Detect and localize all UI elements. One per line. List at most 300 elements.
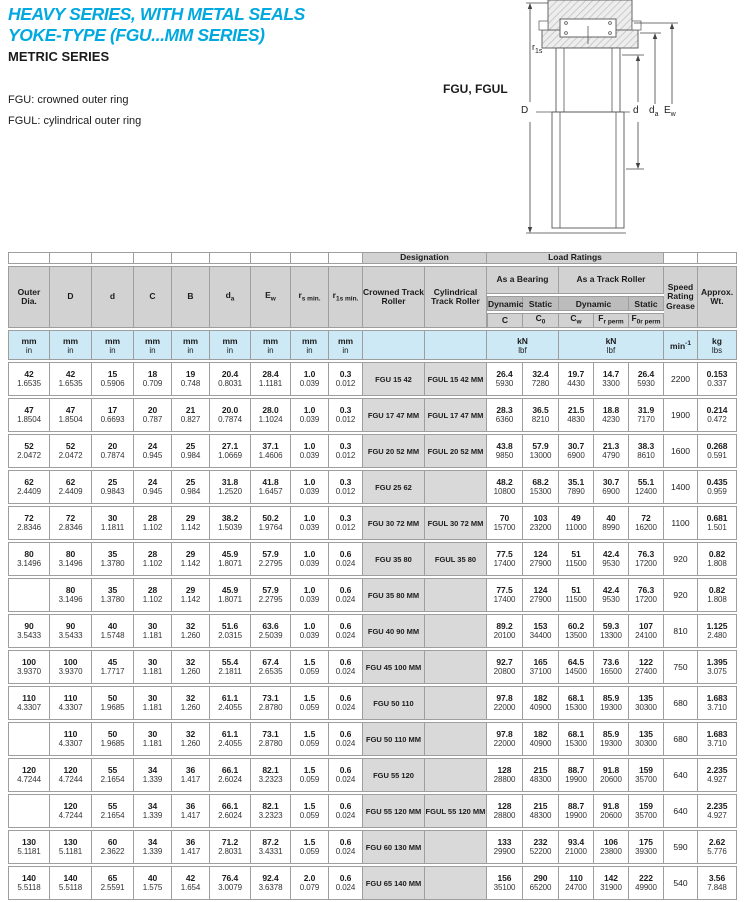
cell-designation-crowned: FGU 55 120: [363, 758, 425, 792]
cell-C: 24 0.945: [134, 470, 172, 504]
series-notes: [8, 90, 141, 132]
cell-load-Fr-perm: 42.4 9530: [594, 542, 629, 576]
col-header-crowned: Crowned Track Roller: [363, 266, 425, 328]
header-as-bearing: As a Bearing: [487, 266, 559, 294]
cell-rs-min: 1.5 0.059: [291, 686, 329, 720]
table-row: [8, 362, 737, 396]
header-load-ratings: Load Ratings: [487, 252, 664, 264]
cell-approx-wt: 2.235 4.927: [698, 758, 737, 792]
cell-load-static-C0: 36.5 8210: [523, 398, 559, 432]
cell-speed-rating: 750: [664, 650, 698, 684]
cell-d: 15 0.5906: [92, 362, 134, 396]
cell-Ew: 82.1 3.2323: [251, 794, 291, 828]
cell-C: 34 1.339: [134, 758, 172, 792]
cell-outer-dia: 100 3.9370: [8, 650, 50, 684]
table-body: [8, 362, 737, 900]
col-header-C-dyn: C: [487, 313, 523, 328]
cell-speed-rating: 680: [664, 686, 698, 720]
header-designation: Designation: [363, 252, 487, 264]
header-as-track-roller: As a Track Roller: [559, 266, 664, 294]
cell-load-dynamic-C: 156 35100: [487, 866, 523, 900]
cell-rs-min: 1.5 0.059: [291, 830, 329, 864]
cell-rs-min: 1.5 0.059: [291, 722, 329, 756]
cell-load-dynamic-C: 70 15700: [487, 506, 523, 540]
cell-rs-min: 1.5 0.059: [291, 794, 329, 828]
cell-Ew: 73.1 2.8780: [251, 686, 291, 720]
cell-load-static-C0: 232 52200: [523, 830, 559, 864]
cell-load-Fr-perm: 21.3 4790: [594, 434, 629, 468]
cell-d: 60 2.3622: [92, 830, 134, 864]
cell-designation-cylindrical: FGUL 20 52 MM: [425, 434, 487, 468]
cell-designation-cylindrical: FGUL 35 80: [425, 542, 487, 576]
header-spacer: [329, 252, 363, 264]
cell-da: 61.1 2.4055: [210, 686, 251, 720]
table-row: [8, 758, 737, 792]
cell-load-dynamic-Cw: 110 24700: [559, 866, 594, 900]
cell-load-dynamic-C: 26.4 5930: [487, 362, 523, 396]
cell-da: 45.9 1.8071: [210, 542, 251, 576]
cell-designation-crowned: FGU 50 110: [363, 686, 425, 720]
col-header-Fr-perm: $F_{r perm}$: [594, 313, 629, 328]
cell-speed-rating: 1600: [664, 434, 698, 468]
cell-da: 31.8 1.2520: [210, 470, 251, 504]
col-header-approx-wt: Approx. Wt.: [698, 266, 737, 328]
cell-Ew: 50.2 1.9764: [251, 506, 291, 540]
cell-designation-crowned: FGU 30 72 MM: [363, 506, 425, 540]
diagram-label-D: D: [521, 105, 529, 116]
page-title-line2: YOKE-TYPE (FGU...MM SERIES): [8, 25, 265, 45]
cell-Ew: 37.1 1.4606: [251, 434, 291, 468]
cell-load-F0r-perm: 31.9 7170: [629, 398, 664, 432]
cell-da: 66.1 2.6024: [210, 758, 251, 792]
cell-d: 35 1.3780: [92, 578, 134, 612]
cell-r1s-min: 0.6 0.024: [329, 614, 363, 648]
cell-speed-rating: 920: [664, 542, 698, 576]
cell-load-F0r-perm: 26.4 5930: [629, 362, 664, 396]
cell-D: 52 2.0472: [50, 434, 92, 468]
cell-r1s-min: 0.3 0.012: [329, 506, 363, 540]
cell-d: 65 2.5591: [92, 866, 134, 900]
cell-outer-dia: 80 3.1496: [8, 542, 50, 576]
cell-r1s-min: 0.6 0.024: [329, 578, 363, 612]
cell-designation-crowned: FGU 40 90 MM: [363, 614, 425, 648]
cell-load-dynamic-C: 28.3 6360: [487, 398, 523, 432]
header-static-bearing: Static: [523, 296, 559, 311]
cell-load-dynamic-C: 128 28800: [487, 794, 523, 828]
cell-load-dynamic-C: 43.8 9850: [487, 434, 523, 468]
cell-load-F0r-perm: 175 39300: [629, 830, 664, 864]
cell-speed-rating: 1900: [664, 398, 698, 432]
cell-approx-wt: 0.268 0.591: [698, 434, 737, 468]
cell-Ew: 28.4 1.1181: [251, 362, 291, 396]
cell-Ew: 57.9 2.2795: [251, 578, 291, 612]
cell-load-Fr-perm: 73.6 16500: [594, 650, 629, 684]
cell-load-static-C0: 215 48300: [523, 794, 559, 828]
bearing-spec-table: [8, 250, 737, 902]
table-row: [8, 614, 737, 648]
cell-load-F0r-perm: 122 27400: [629, 650, 664, 684]
cell-approx-wt: 1.395 3.075: [698, 650, 737, 684]
cell-load-dynamic-C: 48.2 10800: [487, 470, 523, 504]
cell-load-static-C0: 182 40900: [523, 722, 559, 756]
col-header-C: C: [134, 266, 172, 328]
diagram-label-r1s: $r_{1s}$: [532, 42, 543, 55]
units-Ew: mm in: [251, 330, 291, 360]
cell-approx-wt: 0.153 0.337: [698, 362, 737, 396]
cell-designation-cylindrical: [425, 830, 487, 864]
cell-C: 30 1.181: [134, 686, 172, 720]
cell-load-Fr-perm: 106 23800: [594, 830, 629, 864]
cell-load-F0r-perm: 76.3 17200: [629, 578, 664, 612]
cell-load-Fr-perm: 59.3 13300: [594, 614, 629, 648]
col-header-r1s-min: $r_{1s min.}$: [329, 266, 363, 328]
cell-outer-dia: [8, 578, 50, 612]
col-header-rs-min: $r_{s min.}$: [291, 266, 329, 328]
cell-load-Fr-perm: 91.8 20600: [594, 794, 629, 828]
cell-d: 55 2.1654: [92, 758, 134, 792]
cell-da: 51.6 2.0315: [210, 614, 251, 648]
cell-load-Fr-perm: 14.7 3300: [594, 362, 629, 396]
units-rs: mm in: [291, 330, 329, 360]
table-row: [8, 434, 737, 468]
cell-C: 40 1.575: [134, 866, 172, 900]
cell-designation-crowned: FGU 60 130 MM: [363, 830, 425, 864]
cell-d: 40 1.5748: [92, 614, 134, 648]
cell-outer-dia: 47 1.8504: [8, 398, 50, 432]
cell-rs-min: 1.0 0.039: [291, 434, 329, 468]
cell-load-dynamic-Cw: 19.7 4430: [559, 362, 594, 396]
cell-designation-crowned: FGU 17 47 MM: [363, 398, 425, 432]
header-spacer: [698, 252, 737, 264]
cell-D: 47 1.8504: [50, 398, 92, 432]
cell-load-dynamic-Cw: 88.7 19900: [559, 758, 594, 792]
header-dynamic-track: Dynamic: [559, 296, 629, 311]
cell-load-F0r-perm: 72 16200: [629, 506, 664, 540]
cell-C: 18 0.709: [134, 362, 172, 396]
cell-d: 55 2.1654: [92, 794, 134, 828]
cell-rs-min: 1.0 0.039: [291, 506, 329, 540]
cell-speed-rating: 680: [664, 722, 698, 756]
units-weight: kg lbs: [698, 330, 737, 360]
cell-C: 34 1.339: [134, 830, 172, 864]
units-da: mm in: [210, 330, 251, 360]
cell-outer-dia: 130 5.1181: [8, 830, 50, 864]
cell-outer-dia: 72 2.8346: [8, 506, 50, 540]
table-row: [8, 506, 737, 540]
units-d: mm in: [92, 330, 134, 360]
cell-approx-wt: 1.683 3.710: [698, 722, 737, 756]
cell-load-Fr-perm: 142 31900: [594, 866, 629, 900]
cell-designation-crowned: FGU 25 62: [363, 470, 425, 504]
table-row: [8, 722, 737, 756]
header-static-track: Static: [629, 296, 664, 311]
col-header-C0: $C_0$: [523, 313, 559, 328]
cell-B: 29 1.142: [172, 506, 210, 540]
cell-Ew: 73.1 2.8780: [251, 722, 291, 756]
cell-load-Fr-perm: 18.8 4230: [594, 398, 629, 432]
cell-da: 76.4 3.0079: [210, 866, 251, 900]
cell-C: 30 1.181: [134, 614, 172, 648]
cell-outer-dia: 110 4.3307: [8, 686, 50, 720]
cell-B: 32 1.260: [172, 722, 210, 756]
cell-da: 61.1 2.4055: [210, 722, 251, 756]
header-spacer: [210, 252, 251, 264]
cell-designation-cylindrical: [425, 866, 487, 900]
cell-load-dynamic-C: 77.5 17400: [487, 578, 523, 612]
cell-approx-wt: 0.214 0.472: [698, 398, 737, 432]
note-fgu: FGU: crowned outer ring: [8, 94, 129, 106]
units-C: mm in: [134, 330, 172, 360]
cell-designation-crowned: FGU 35 80: [363, 542, 425, 576]
cell-r1s-min: 0.6 0.024: [329, 650, 363, 684]
cell-Ew: 67.4 2.6535: [251, 650, 291, 684]
cell-load-F0r-perm: 135 30300: [629, 686, 664, 720]
cell-designation-crowned: FGU 55 120 MM: [363, 794, 425, 828]
table-row: [8, 542, 737, 576]
cell-load-dynamic-Cw: 30.7 6900: [559, 434, 594, 468]
cell-designation-crowned: FGU 15 42: [363, 362, 425, 396]
cell-designation-cylindrical: [425, 614, 487, 648]
cell-speed-rating: 1100: [664, 506, 698, 540]
cell-load-Fr-perm: 91.8 20600: [594, 758, 629, 792]
cell-Ew: 57.9 2.2795: [251, 542, 291, 576]
cell-load-F0r-perm: 107 24100: [629, 614, 664, 648]
cell-load-dynamic-Cw: 88.7 19900: [559, 794, 594, 828]
header-spacer: [8, 252, 50, 264]
cell-C: 30 1.181: [134, 722, 172, 756]
cell-outer-dia: [8, 794, 50, 828]
cell-load-dynamic-Cw: 21.5 4830: [559, 398, 594, 432]
cell-Ew: 82.1 3.2323: [251, 758, 291, 792]
units-D: mm in: [50, 330, 92, 360]
cell-outer-dia: 62 2.4409: [8, 470, 50, 504]
cell-B: 36 1.417: [172, 830, 210, 864]
table-row: [8, 650, 737, 684]
cell-outer-dia: 52 2.0472: [8, 434, 50, 468]
col-header-cylindrical: Cylindrical Track Roller: [425, 266, 487, 328]
page-title-line1: HEAVY SERIES, WITH METAL SEALS: [8, 4, 305, 24]
cell-D: 42 1.6535: [50, 362, 92, 396]
cell-designation-cylindrical: FGUL 55 120 MM: [425, 794, 487, 828]
col-header-outer-dia: Outer Dia.: [8, 266, 50, 328]
bearing-cross-section-diagram: [430, 0, 745, 238]
cell-C: 24 0.945: [134, 434, 172, 468]
cell-load-dynamic-Cw: 68.1 15300: [559, 686, 594, 720]
cell-r1s-min: 0.6 0.024: [329, 866, 363, 900]
table-row: [8, 866, 737, 900]
cell-d: 20 0.7874: [92, 434, 134, 468]
cell-B: 25 0.984: [172, 434, 210, 468]
cell-load-F0r-perm: 135 30300: [629, 722, 664, 756]
cell-D: 110 4.3307: [50, 722, 92, 756]
cell-da: 20.4 0.8031: [210, 362, 251, 396]
cell-approx-wt: 0.82 1.808: [698, 578, 737, 612]
cell-Ew: 87.2 3.4331: [251, 830, 291, 864]
cell-load-F0r-perm: 76.3 17200: [629, 542, 664, 576]
header-spacer: [291, 252, 329, 264]
cell-load-dynamic-C: 92.7 20800: [487, 650, 523, 684]
cell-d: 50 1.9685: [92, 686, 134, 720]
cell-approx-wt: 3.56 7.848: [698, 866, 737, 900]
cell-d: 45 1.7717: [92, 650, 134, 684]
cell-approx-wt: 1.683 3.710: [698, 686, 737, 720]
cell-load-static-C0: 57.9 13000: [523, 434, 559, 468]
cell-designation-crowned: FGU 35 80 MM: [363, 578, 425, 612]
cell-d: 50 1.9685: [92, 722, 134, 756]
cell-D: 130 5.1181: [50, 830, 92, 864]
cell-load-dynamic-Cw: 93.4 21000: [559, 830, 594, 864]
cell-load-static-C0: 32.4 7280: [523, 362, 559, 396]
cell-B: 29 1.142: [172, 542, 210, 576]
cell-r1s-min: 0.6 0.024: [329, 722, 363, 756]
header-spacer: [134, 252, 172, 264]
cell-B: 42 1.654: [172, 866, 210, 900]
cell-load-dynamic-C: 128 28800: [487, 758, 523, 792]
cell-d: 17 0.6693: [92, 398, 134, 432]
cell-load-dynamic-Cw: 35.1 7890: [559, 470, 594, 504]
cell-designation-crowned: FGU 20 52 MM: [363, 434, 425, 468]
cell-d: 35 1.3780: [92, 542, 134, 576]
cell-C: 20 0.787: [134, 398, 172, 432]
cell-load-static-C0: 165 37100: [523, 650, 559, 684]
cell-load-static-C0: 182 40900: [523, 686, 559, 720]
cell-speed-rating: 640: [664, 794, 698, 828]
cell-Ew: 41.8 1.6457: [251, 470, 291, 504]
cell-speed-rating: 920: [664, 578, 698, 612]
cell-r1s-min: 0.6 0.024: [329, 794, 363, 828]
cell-da: 55.4 2.1811: [210, 650, 251, 684]
cell-D: 80 3.1496: [50, 578, 92, 612]
cell-load-static-C0: 124 27900: [523, 578, 559, 612]
cell-load-static-C0: 124 27900: [523, 542, 559, 576]
cell-speed-rating: 2200: [664, 362, 698, 396]
header-spacer: [92, 252, 134, 264]
cell-Ew: 92.4 3.6378: [251, 866, 291, 900]
cell-B: 36 1.417: [172, 794, 210, 828]
col-header-D: D: [50, 266, 92, 328]
cell-load-Fr-perm: 85.9 19300: [594, 722, 629, 756]
cell-Ew: 63.6 2.5039: [251, 614, 291, 648]
cell-B: 21 0.827: [172, 398, 210, 432]
units-B: mm in: [172, 330, 210, 360]
header-spacer: [664, 252, 698, 264]
units-crowned-blank: [363, 330, 425, 360]
cell-designation-cylindrical: [425, 470, 487, 504]
cell-designation-crowned: FGU 50 110 MM: [363, 722, 425, 756]
cell-rs-min: 1.0 0.039: [291, 470, 329, 504]
cell-speed-rating: 810: [664, 614, 698, 648]
cell-approx-wt: 0.82 1.808: [698, 542, 737, 576]
cell-da: 66.1 2.6024: [210, 794, 251, 828]
cell-r1s-min: 0.6 0.024: [329, 686, 363, 720]
cell-load-F0r-perm: 159 35700: [629, 758, 664, 792]
cell-approx-wt: 1.125 2.480: [698, 614, 737, 648]
cell-outer-dia: 120 4.7244: [8, 758, 50, 792]
cell-load-dynamic-C: 89.2 20100: [487, 614, 523, 648]
cell-r1s-min: 0.3 0.012: [329, 362, 363, 396]
cell-D: 120 4.7244: [50, 794, 92, 828]
cell-load-Fr-perm: 85.9 19300: [594, 686, 629, 720]
units-speed: $\min^{-1}$: [664, 330, 698, 360]
header-dynamic-bearing: Dynamic: [487, 296, 523, 311]
cell-speed-rating: 1400: [664, 470, 698, 504]
cell-d: 30 1.1811: [92, 506, 134, 540]
cell-approx-wt: 0.435 0.959: [698, 470, 737, 504]
cell-rs-min: 1.0 0.039: [291, 398, 329, 432]
col-header-Ew: $E_w$: [251, 266, 291, 328]
col-header-d: d: [92, 266, 134, 328]
table-row: [8, 830, 737, 864]
cell-D: 120 4.7244: [50, 758, 92, 792]
table-row: [8, 398, 737, 432]
cell-load-static-C0: 290 65200: [523, 866, 559, 900]
cell-B: 19 0.748: [172, 362, 210, 396]
cell-r1s-min: 0.6 0.024: [329, 830, 363, 864]
cell-designation-cylindrical: [425, 722, 487, 756]
cell-B: 36 1.417: [172, 758, 210, 792]
cell-load-dynamic-Cw: 68.1 15300: [559, 722, 594, 756]
cell-D: 140 5.5118: [50, 866, 92, 900]
header-spacer: [251, 252, 291, 264]
units-r1s: mm in: [329, 330, 363, 360]
cell-da: 38.2 1.5039: [210, 506, 251, 540]
cell-da: 20.0 0.7874: [210, 398, 251, 432]
cell-load-static-C0: 68.2 15300: [523, 470, 559, 504]
units-cylindrical-blank: [425, 330, 487, 360]
cell-D: 100 3.9370: [50, 650, 92, 684]
cell-outer-dia: 90 3.5433: [8, 614, 50, 648]
cell-load-static-C0: 215 48300: [523, 758, 559, 792]
cell-Ew: 28.0 1.1024: [251, 398, 291, 432]
table-row: [8, 470, 737, 504]
cell-approx-wt: 2.235 4.927: [698, 794, 737, 828]
cell-da: 27.1 1.0669: [210, 434, 251, 468]
cell-approx-wt: 0.681 1.501: [698, 506, 737, 540]
cell-da: 71.2 2.8031: [210, 830, 251, 864]
cell-load-Fr-perm: 42.4 9530: [594, 578, 629, 612]
col-header-Cw: $C_w$: [559, 313, 594, 328]
col-header-speed-rating: Speed Rating Grease: [664, 266, 698, 328]
cell-designation-cylindrical: FGUL 17 47 MM: [425, 398, 487, 432]
cell-designation-cylindrical: [425, 686, 487, 720]
cell-rs-min: 1.0 0.039: [291, 614, 329, 648]
cell-load-dynamic-Cw: 64.5 14500: [559, 650, 594, 684]
col-header-F0r-perm: $F_{0r perm}$: [629, 313, 664, 328]
table-row: [8, 578, 737, 612]
cell-outer-dia: 42 1.6535: [8, 362, 50, 396]
cell-D: 110 4.3307: [50, 686, 92, 720]
page-subtitle: METRIC SERIES: [8, 49, 110, 64]
cell-rs-min: 1.0 0.039: [291, 362, 329, 396]
cell-speed-rating: 640: [664, 758, 698, 792]
cell-rs-min: 1.0 0.039: [291, 578, 329, 612]
cell-C: 28 1.102: [134, 542, 172, 576]
cell-load-F0r-perm: 38.3 8610: [629, 434, 664, 468]
cell-B: 25 0.984: [172, 470, 210, 504]
cell-load-dynamic-Cw: 49 11000: [559, 506, 594, 540]
cell-D: 72 2.8346: [50, 506, 92, 540]
cell-load-Fr-perm: 30.7 6900: [594, 470, 629, 504]
diagram-label-da: $d_a$: [649, 105, 659, 118]
cell-load-F0r-perm: 159 35700: [629, 794, 664, 828]
cell-designation-cylindrical: [425, 650, 487, 684]
diagram-label-d: d: [633, 105, 639, 116]
cell-B: 32 1.260: [172, 650, 210, 684]
cell-rs-min: 1.5 0.059: [291, 758, 329, 792]
header-spacer: [50, 252, 92, 264]
cell-outer-dia: [8, 722, 50, 756]
cell-rs-min: 1.5 0.059: [291, 650, 329, 684]
